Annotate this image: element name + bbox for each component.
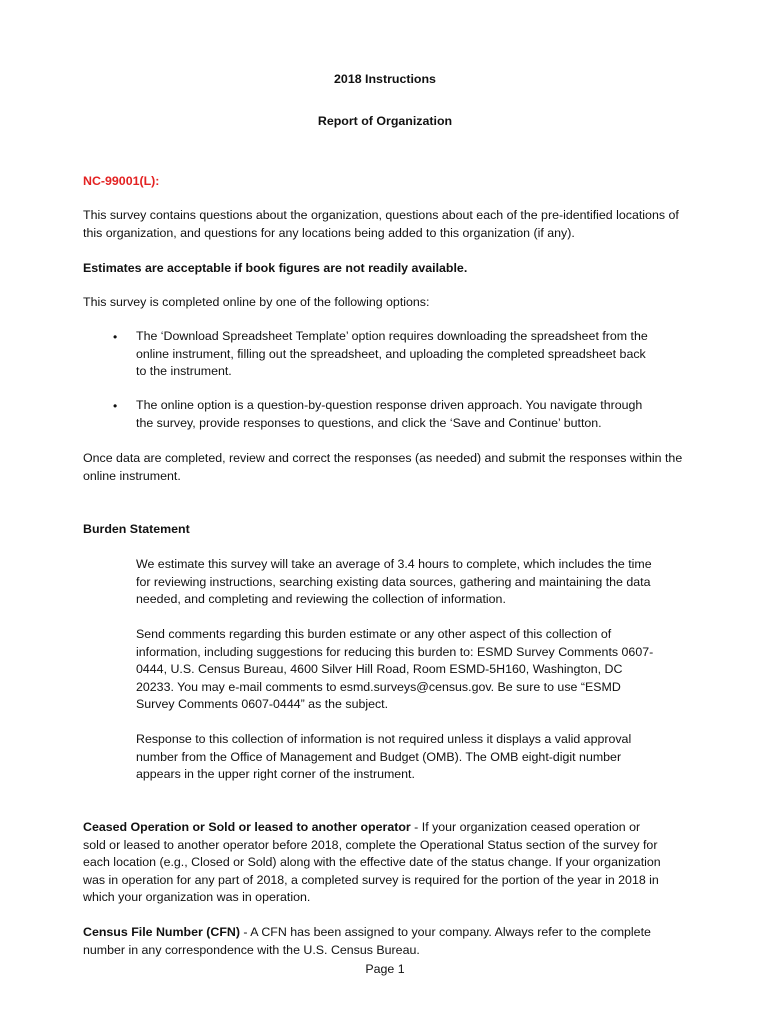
document-title: 2018 Instructions bbox=[334, 72, 436, 86]
ceased-operation-term: Ceased Operation or Sold or leased to another operator bbox=[83, 820, 411, 834]
option-item-online: The online option is a question-by-question response driven approach. You navigate through the survey, provide responses to questions, and click the ‘Save and Continue’ button. bbox=[136, 398, 643, 430]
burden-paragraph-1: We estimate this survey will take an average of 3.4 hours to complete, which includes the time for reviewing instructions, searching existing data sources, gathering and maintaining the data needed, and completing and reviewing the collection of information. bbox=[136, 557, 652, 606]
burden-paragraph-2: Send comments regarding this burden estimate or any other aspect of this collection of information, including suggestions for reducing this burden to: ESMD Survey Comments 0607- 0444, U.S. Census Bureau, 4600 Silver Hill Road, Room ESMD-5H160, Washington, DC 20233. You may e-mail comments to esmd.surveys@census.gov. Be sure to use “ESMD Survey Comments 0607-0444” as the subject. bbox=[136, 627, 654, 711]
burden-heading: Burden Statement bbox=[83, 522, 190, 536]
burden-paragraph-3: Response to this collection of information is not required unless it displays a valid approval number from the Office of Management and Budget (OMB). The OMB eight-digit number appears in the upper right corner of the instrument. bbox=[136, 732, 632, 781]
document-subtitle: Report of Organization bbox=[317, 114, 453, 128]
bullet-icon: • bbox=[113, 399, 118, 413]
cfn-term: Census File Number (CFN) bbox=[83, 925, 240, 939]
cfn-text: - A CFN has been assigned to your company. Always refer to the complete number in any correspondence with the U.S. Census Bureau. bbox=[83, 925, 651, 957]
option-item-spreadsheet: The ‘Download Spreadsheet Template’ option requires downloading the spreadsheet from the online instrument, filling out the spreadsheet, and uploading the completed spreadsheet back to the instrument. bbox=[136, 329, 648, 378]
estimates-note: Estimates are acceptable if book figures are not readily available. bbox=[83, 261, 468, 275]
ceased-operation-text: - If your organization ceased operation or sold or leased to another operator before 2018, complete the Operational Status section of the survey for each location (e.g., Closed or Sold) along with the effective date of the status change. If your organization was in operation for any part of 2018, a completed survey is required for the portion of the year in 2018 in which your organization was in operation. bbox=[83, 820, 661, 904]
intro-paragraph: This survey contains questions about the organization, questions about each of the pre-identified locations of this organization, and questions for any locations being added to this organization (if any). bbox=[83, 208, 679, 240]
cfn-paragraph bbox=[83, 924, 663, 959]
page-number: Page 1 bbox=[365, 962, 405, 976]
form-id: NC-99001(L): bbox=[83, 174, 160, 188]
ceased-operation-paragraph bbox=[83, 819, 663, 907]
bullet-icon: • bbox=[113, 330, 118, 344]
completion-note: Once data are completed, review and correct the responses (as needed) and submit the responses within the online instrument. bbox=[83, 451, 683, 483]
options-intro: This survey is completed online by one of the following options: bbox=[83, 295, 430, 309]
